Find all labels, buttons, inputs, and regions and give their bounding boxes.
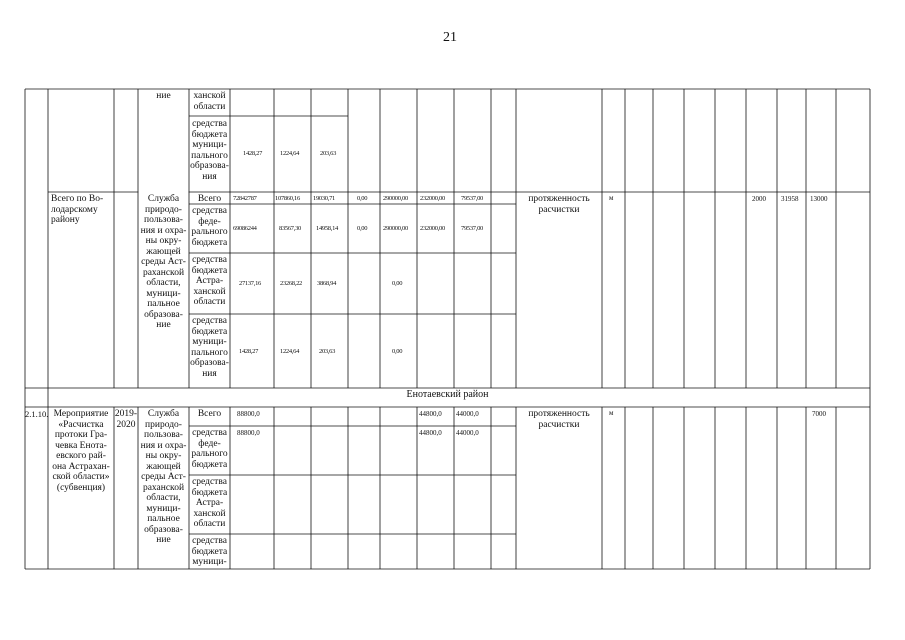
- source-line: ханской: [193, 286, 226, 297]
- indicator-line: расчистки: [538, 204, 580, 215]
- source-line: области: [193, 297, 226, 307]
- value-cell: 79537,00: [461, 225, 483, 232]
- executor-line: ния и охра-: [140, 225, 187, 236]
- source-line: средства: [192, 119, 227, 129]
- source-line: ния: [202, 171, 217, 182]
- title-line: лодарскому: [51, 204, 98, 215]
- executor-line: муници-: [146, 503, 181, 514]
- indicator-line: расчистки: [538, 419, 580, 430]
- source-line: бюджета: [191, 326, 228, 337]
- value-cell: 232000,00: [420, 195, 445, 202]
- value-cell: 3868,94: [317, 280, 337, 287]
- executor-line: природо-: [145, 419, 182, 430]
- measure-executor: [138, 409, 189, 546]
- period-line: 2020: [116, 419, 136, 430]
- value-cell: 203,63: [320, 150, 337, 157]
- value-cell: 290000,00: [383, 195, 408, 202]
- value-cell: 14958,14: [316, 225, 338, 232]
- source-line: муници-: [192, 337, 227, 347]
- section-header: Енотаевский район: [406, 389, 489, 400]
- source-line: пального: [191, 347, 228, 358]
- value-cell: 23268,22: [280, 280, 302, 287]
- title-line: району: [51, 215, 80, 225]
- executor-line: жающей: [146, 246, 181, 257]
- executor-line: природо-: [145, 204, 182, 215]
- value-cell: 0,00: [357, 225, 368, 232]
- value-cell: 88800,0: [237, 429, 260, 437]
- measure-name: [48, 409, 114, 493]
- target-value: 31958: [781, 195, 799, 203]
- total-source-regional: [189, 255, 230, 308]
- continued-name-tail: ние: [156, 91, 171, 101]
- source-line: средства: [192, 428, 227, 438]
- name-line: протоки Гра-: [54, 430, 108, 440]
- source-line: феде-: [198, 438, 221, 449]
- value-cell: 290000,00: [383, 225, 408, 232]
- indicator-line: протяженность: [528, 194, 590, 204]
- executor-line: ны окру-: [145, 236, 182, 246]
- source-line: Астра-: [195, 498, 224, 508]
- source-line: бюджета: [191, 237, 228, 248]
- source-line: образова-: [190, 358, 229, 368]
- measure-source-regional: [189, 477, 230, 530]
- source-line: пального: [191, 150, 228, 161]
- target-value: 7000: [812, 410, 826, 418]
- target-value: 2000: [752, 195, 766, 203]
- executor-line: ны окру-: [145, 451, 182, 461]
- title-line: Всего по Во-: [51, 194, 104, 204]
- name-line: она Астрахан-: [52, 461, 110, 472]
- executor-line: пальное: [147, 514, 180, 524]
- executor-line: образова-: [144, 524, 183, 535]
- measure-source-municipal: [189, 536, 230, 568]
- total-unit: м: [609, 194, 614, 202]
- total-source-municipal: [189, 316, 230, 379]
- total-indicator: [516, 194, 602, 215]
- value-cell: 27137,16: [239, 280, 261, 287]
- period-line: 2019-: [114, 409, 138, 419]
- source-line: бюджета: [191, 546, 228, 557]
- value-cell: 0,00: [392, 348, 403, 355]
- value-cell: 107860,16: [275, 195, 300, 202]
- name-line: евского рай-: [56, 451, 106, 461]
- executor-line: раханской: [142, 482, 185, 493]
- value-cell: 79537,00: [461, 195, 483, 202]
- value-cell: 0,00: [357, 195, 368, 202]
- measure-source-federal: [189, 428, 230, 470]
- source-line: ханской: [193, 91, 226, 101]
- source-line: области: [193, 101, 226, 112]
- value-cell: 88800,0: [237, 410, 260, 418]
- page-number: 21: [443, 30, 457, 45]
- executor-line: пользова-: [144, 430, 183, 440]
- executor-line: Служба: [147, 194, 180, 204]
- executor-line: ние: [156, 320, 171, 330]
- executor-line: пользова-: [144, 215, 183, 225]
- source-line: бюджета: [191, 265, 228, 276]
- value-cell: 232000,00: [420, 225, 445, 232]
- source-line: образова-: [190, 161, 229, 171]
- value-cell: 1224,64: [280, 150, 300, 157]
- continued-source-tail: [189, 91, 230, 112]
- source-line: муници-: [192, 557, 227, 567]
- value-cell: 83567,30: [279, 225, 301, 232]
- name-line: Мероприятие: [53, 409, 109, 419]
- executor-line: области,: [146, 493, 181, 503]
- source-line: средства: [192, 206, 227, 216]
- value-cell: 1428,27: [239, 348, 259, 355]
- source-line: ния: [202, 368, 217, 379]
- executor-line: ния и охра-: [140, 440, 187, 451]
- source-line: бюджета: [191, 487, 228, 498]
- source-line: рального: [191, 227, 228, 237]
- measure-source-all: Всего: [197, 409, 222, 419]
- source-line: феде-: [198, 216, 221, 227]
- executor-line: области,: [146, 278, 181, 288]
- target-value: 13000: [810, 195, 828, 203]
- measure-period: [114, 409, 138, 430]
- value-cell: 0,00: [392, 280, 403, 287]
- value-cell: 44800,0: [419, 410, 442, 418]
- total-source-all: Всего: [197, 194, 222, 204]
- executor-line: раханской: [142, 267, 185, 278]
- indicator-line: протяженность: [528, 409, 590, 419]
- executor-line: ние: [156, 535, 171, 545]
- value-cell: 72842787: [233, 195, 257, 202]
- source-line: средства: [192, 316, 227, 326]
- value-cell: 44800,0: [419, 429, 442, 437]
- continued-muni-source: [189, 119, 230, 182]
- executor-line: среды Аст-: [141, 472, 186, 482]
- source-line: области: [193, 519, 226, 529]
- source-line: средства: [192, 477, 227, 487]
- measure-indicator: [516, 409, 602, 430]
- value-cell: 44000,0: [456, 429, 479, 437]
- source-line: ханской: [193, 508, 226, 519]
- executor-line: жающей: [146, 461, 181, 472]
- executor-line: среды Аст-: [141, 257, 186, 267]
- value-cell: 19030,71: [313, 195, 335, 202]
- value-cell: 44000,0: [456, 410, 479, 418]
- executor-line: пальное: [147, 299, 180, 309]
- executor-line: образова-: [144, 309, 183, 320]
- total-executor: [138, 194, 189, 331]
- total-source-federal: [189, 206, 230, 248]
- value-cell: 203,63: [319, 348, 336, 355]
- value-cell: 1428,27: [243, 150, 263, 157]
- source-line: средства: [192, 536, 227, 546]
- measure-unit: м: [609, 409, 614, 417]
- name-line: ской области»: [52, 472, 110, 482]
- measure-number: 2.1.10.: [25, 409, 49, 419]
- source-line: муници-: [192, 140, 227, 150]
- value-cell: 1224,64: [280, 348, 300, 355]
- name-line: (субвенция): [56, 482, 106, 493]
- source-line: средства: [192, 255, 227, 265]
- source-line: рального: [191, 449, 228, 459]
- executor-line: муници-: [146, 288, 181, 299]
- source-line: бюджета: [191, 459, 228, 470]
- source-line: бюджета: [191, 129, 228, 140]
- name-line: чевка Енота-: [55, 440, 107, 451]
- total-title: [48, 194, 117, 226]
- value-cell: 69086244: [233, 225, 257, 232]
- executor-line: Служба: [147, 409, 180, 419]
- source-line: Астра-: [195, 276, 224, 286]
- name-line: «Расчистка: [58, 419, 104, 430]
